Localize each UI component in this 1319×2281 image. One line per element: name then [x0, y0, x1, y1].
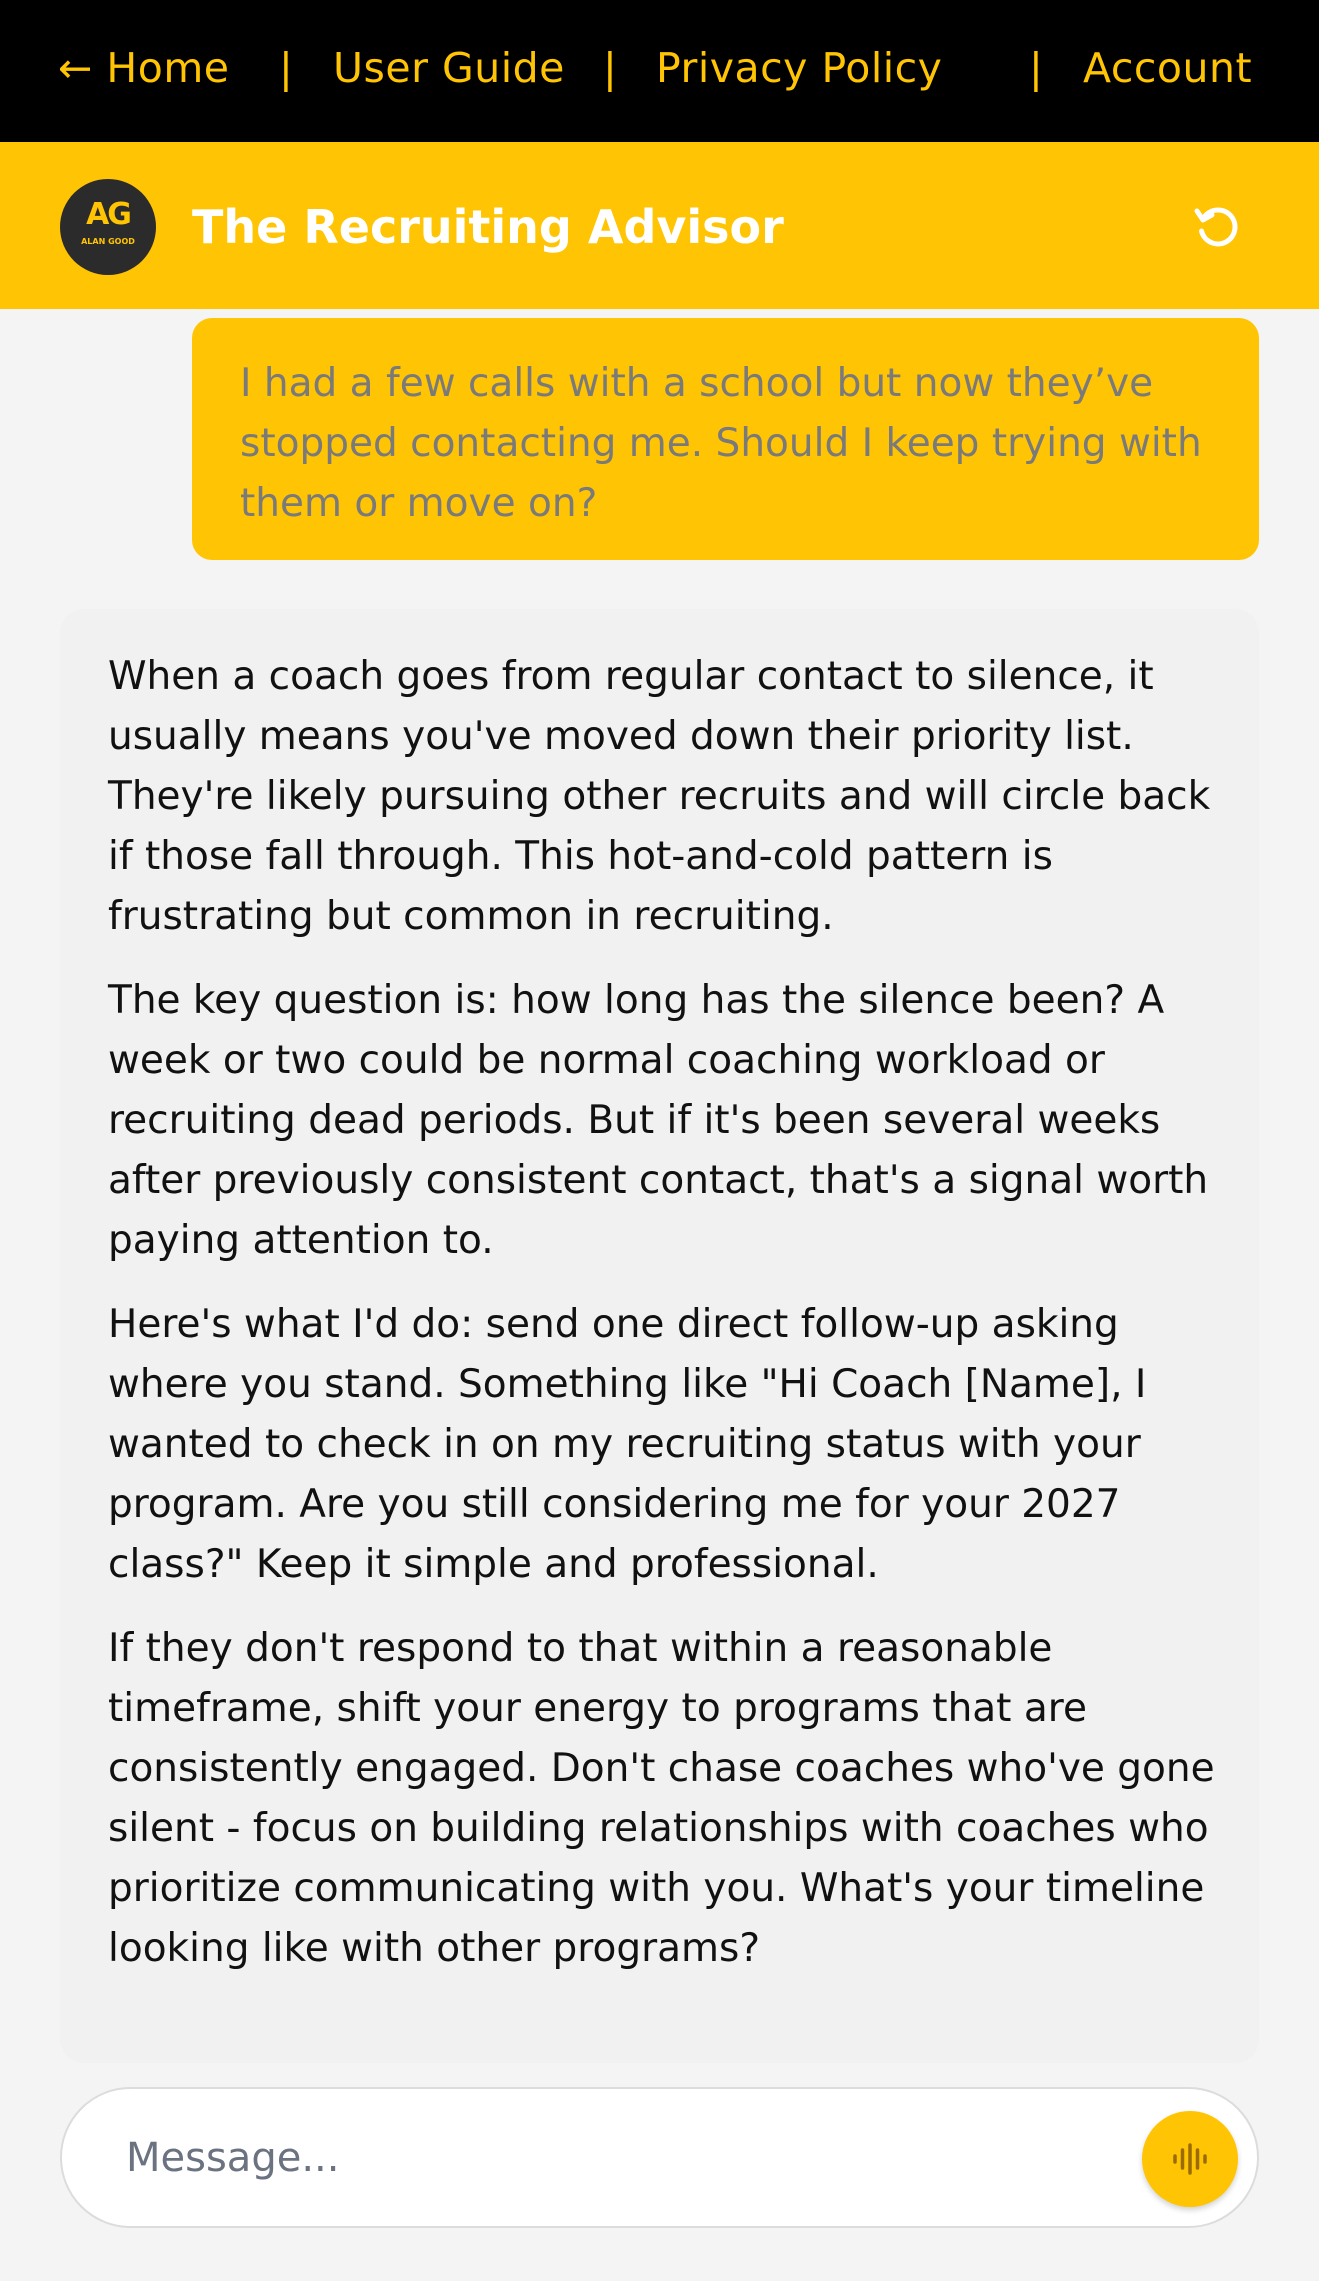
chat-title: The Recruiting Advisor	[192, 200, 784, 254]
advisor-logo	[60, 179, 156, 275]
user-message-bubble	[192, 318, 1259, 560]
assistant-paragraph: Here's what I'd do: send one direct follow-up asking where you stand. Something like "Hi Coach [Name], I wanted to check in on my recruiting status with your program. Are you still considering me for your 2027 class?" Keep it simple and professional.	[108, 1302, 1147, 1587]
assistant-paragraph: When a coach goes from regular contact to silence, it usually means you've moved down their priority list. They're likely pursuing other recruits and will circle back if those fall through. This hot-and-cold pattern is frustrating but common in recruiting.	[108, 654, 1211, 939]
back-arrow-icon: ←	[58, 44, 93, 92]
assistant-message-bubble	[60, 609, 1259, 2063]
nav-separator: |	[603, 44, 617, 92]
nav-account-link[interactable]: Account	[1083, 44, 1253, 92]
nav-separator: |	[1029, 44, 1043, 92]
message-input[interactable]	[126, 2127, 1086, 2189]
logo-initials: AG	[86, 197, 130, 232]
reset-chat-button[interactable]	[1188, 197, 1248, 257]
message-composer	[60, 2087, 1259, 2228]
user-message-text: I had a few calls with a school but now they’ve stopped contacting me. Should I keep trying with them or move on?	[240, 361, 1202, 526]
assistant-paragraph: The key question is: how long has the silence been? A week or two could be normal coaching workload or recruiting dead periods. But if it's been several weeks after previously consistent contact, that's a signal worth paying attention to.	[108, 978, 1209, 1263]
assistant-paragraph: If they don't respond to that within a reasonable timeframe, shift your energy to programs that are consistently engaged. Don't chase coaches who've gone silent - focus on building relationships with coaches who prioritize communicating with you. What's your timeline looking like with other programs?	[108, 1626, 1215, 1971]
nav-privacy-policy-link[interactable]: Privacy Policy	[656, 44, 943, 92]
nav-user-guide-link[interactable]: User Guide	[333, 44, 565, 92]
nav-separator: |	[279, 44, 293, 92]
voice-input-button[interactable]	[1142, 2111, 1238, 2207]
nav-home-label: Home	[106, 44, 230, 92]
nav-home-link[interactable]	[58, 40, 229, 96]
top-navigation	[0, 0, 1319, 142]
chat-header	[0, 142, 1319, 309]
refresh-icon	[1188, 197, 1248, 257]
logo-name: ALAN GOOD	[81, 237, 135, 246]
audio-waveform-icon	[1166, 2135, 1214, 2183]
